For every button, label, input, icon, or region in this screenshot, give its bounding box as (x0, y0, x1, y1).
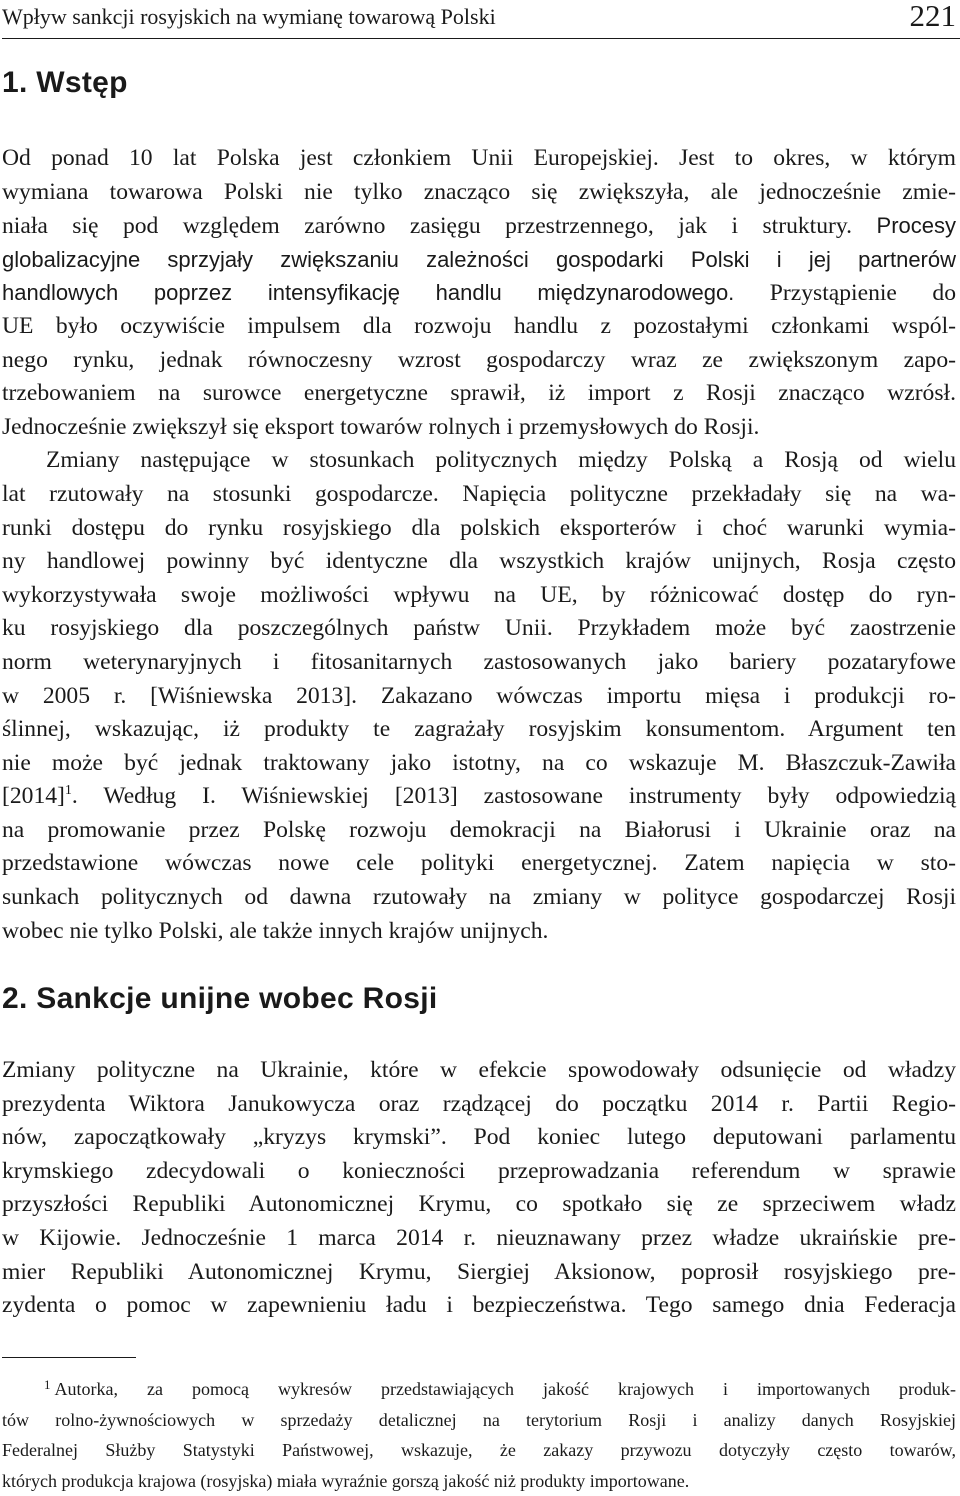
text-line: norm weterynaryjnych i fitosanitarnych zastosowanych jako bariery pozataryfowe (2, 646, 956, 680)
section-body-intro (2, 142, 956, 948)
text-line: w 2005 r. [Wiśniewska 2013]. Zakazano wówczas importu mięsa i produkcji ro- (2, 680, 956, 714)
section-heading-intro: 1. Wstęp (2, 66, 128, 100)
text-line: w Kijowie. Jednocześnie 1 marca 2014 r. nieuznawany przez władze ukraińskie pre- (2, 1222, 956, 1256)
footnote-line (2, 1374, 956, 1405)
text-line (2, 780, 956, 814)
text-line: UE było oczywiście impulsem dla rozwoju handlu z pozostałymi członkami wspól- (2, 310, 956, 344)
text-line: zydenta o pomoc w zapewnieniu ładu i bezpieczeństwa. Tego samego dnia Federacja (2, 1289, 956, 1323)
text-run: . Według I. Wiśniewskiej [2013] zastosowane instrumenty były odpowiedzią (72, 783, 956, 809)
text-line: ny handlowej powinny być identyczne dla wszystkich krajów unijnych, Rosja często (2, 545, 956, 579)
text-line: wymiana towarowa Polski nie tylko znacząco się zwiększyła, ale jednocześnie zmie- (2, 176, 956, 210)
text-line (2, 209, 956, 243)
text-line: przyszłości Republiki Autonomicznej Krymu, co spotkało się ze sprzeciwem władz (2, 1188, 956, 1222)
text-line: trzebowaniem na surowce energetyczne sprawił, iż import z Rosji znacząco wzrósł. (2, 377, 956, 411)
text-run: niała się pod względem zarówno zasięgu przestrzennego, jak i struktury. (2, 213, 852, 239)
text-line: krymskiego zdecydowali o konieczności przeprowadzania referendum w sprawie (2, 1155, 956, 1189)
text-line: Zmiany polityczne na Ukrainie, które w efekcie spowodowały odsunięcie od władzy (2, 1054, 956, 1088)
footnote-text: Autorka, za pomocą wykresów przedstawiających jakość krajowych i importowanych produk- (55, 1379, 957, 1399)
text-run-sans: Procesy (877, 213, 956, 238)
footnote (2, 1374, 956, 1496)
text-line: Od ponad 10 lat Polska jest członkiem Unii Europejskiej. Jest to okres, w którym (2, 142, 956, 176)
text-line: prezydenta Wiktora Janukowycza oraz rządzącej do początku 2014 r. Partii Regio- (2, 1088, 956, 1122)
text-line (2, 276, 956, 310)
text-line: globalizacyjne sprzyjały zwiększaniu zależności gospodarki Polski i jej partnerów (2, 243, 956, 277)
footnote-line: których produkcja krajowa (rosyjska) miała wyraźnie gorszą jakość niż produkty importowane. (2, 1466, 956, 1496)
footnote-divider (2, 1357, 136, 1358)
text-run-sans: handlowych poprzez intensyfikację handlu międzynarodowego. (2, 280, 734, 305)
text-run: [2014] (2, 783, 65, 809)
text-line: wykorzystywała swoje możliwości wpływu na UE, by różnicować dostęp do ryn- (2, 579, 956, 613)
text-line: nego rynku, jednak równoczesny wzrost gospodarczy wraz ze zwiększonym zapo- (2, 344, 956, 378)
text-line: ku rosyjskiego dla poszczególnych państw Unii. Przykładem może być zaostrzenie (2, 612, 956, 646)
text-line: na promowanie przez Polskę rozwoju demokracji na Białorusi i Ukrainie oraz na (2, 814, 956, 848)
text-line: Jednocześnie zwiększył się eksport towarów rolnych i przemysłowych do Rosji. (2, 411, 956, 445)
text-run: Przystąpienie do (770, 280, 956, 306)
section-body-sanctions (2, 1054, 956, 1323)
text-line: ślinnej, wskazując, iż produkty te zagrażały rosyjskim konsumentom. Argument ten (2, 713, 956, 747)
text-line: nie może być jednak traktowany jako istotny, na co wskazuje M. Błaszczuk-Zawiła (2, 747, 956, 781)
text-line: Zmiany następujące w stosunkach politycznych między Polską a Rosją od wielu (2, 444, 956, 478)
text-line: przedstawione wówczas nowe cele polityki energetycznej. Zatem napięcia w sto- (2, 847, 956, 881)
section-heading-sanctions: 2. Sankcje unijne wobec Rosji (2, 982, 438, 1016)
text-line: nów, zapoczątkowały „kryzys krymski”. Pod koniec lutego deputowani parlamentu (2, 1121, 956, 1155)
running-title: Wpływ sankcji rosyjskich na wymianę towarową Polski (2, 4, 496, 30)
text-line: wobec nie tylko Polski, ale także innych krajów unijnych. (2, 915, 956, 949)
footnote-line: tów rolno-żywnościowych w sprzedaży detalicznej na terytorium Rosji i analizy danych Rosyjskiej (2, 1405, 956, 1436)
text-line: lat rzutowały na stosunki gospodarcze. Napięcia polityczne przekładały się na wa- (2, 478, 956, 512)
footnote-marker: 1 (44, 1377, 51, 1392)
page-number: 221 (910, 0, 957, 34)
footnote-line: Federalnej Służby Statystyki Państwowej, wskazuje, że zakazy przywozu dotyczyły często towarów, (2, 1435, 956, 1466)
text-line: runki dostępu do rynku rosyjskiego dla polskich eksporterów i choć warunki wymia- (2, 512, 956, 546)
running-header (2, 2, 956, 32)
footnote-reference[interactable]: 1 (65, 783, 72, 798)
header-rule (2, 38, 960, 39)
text-line: sunkach politycznych od dawna rzutowały na zmiany w polityce gospodarczej Rosji (2, 881, 956, 915)
text-line: mier Republiki Autonomicznej Krymu, Siergiej Aksionow, poprosił rosyjskiego pre- (2, 1256, 956, 1290)
